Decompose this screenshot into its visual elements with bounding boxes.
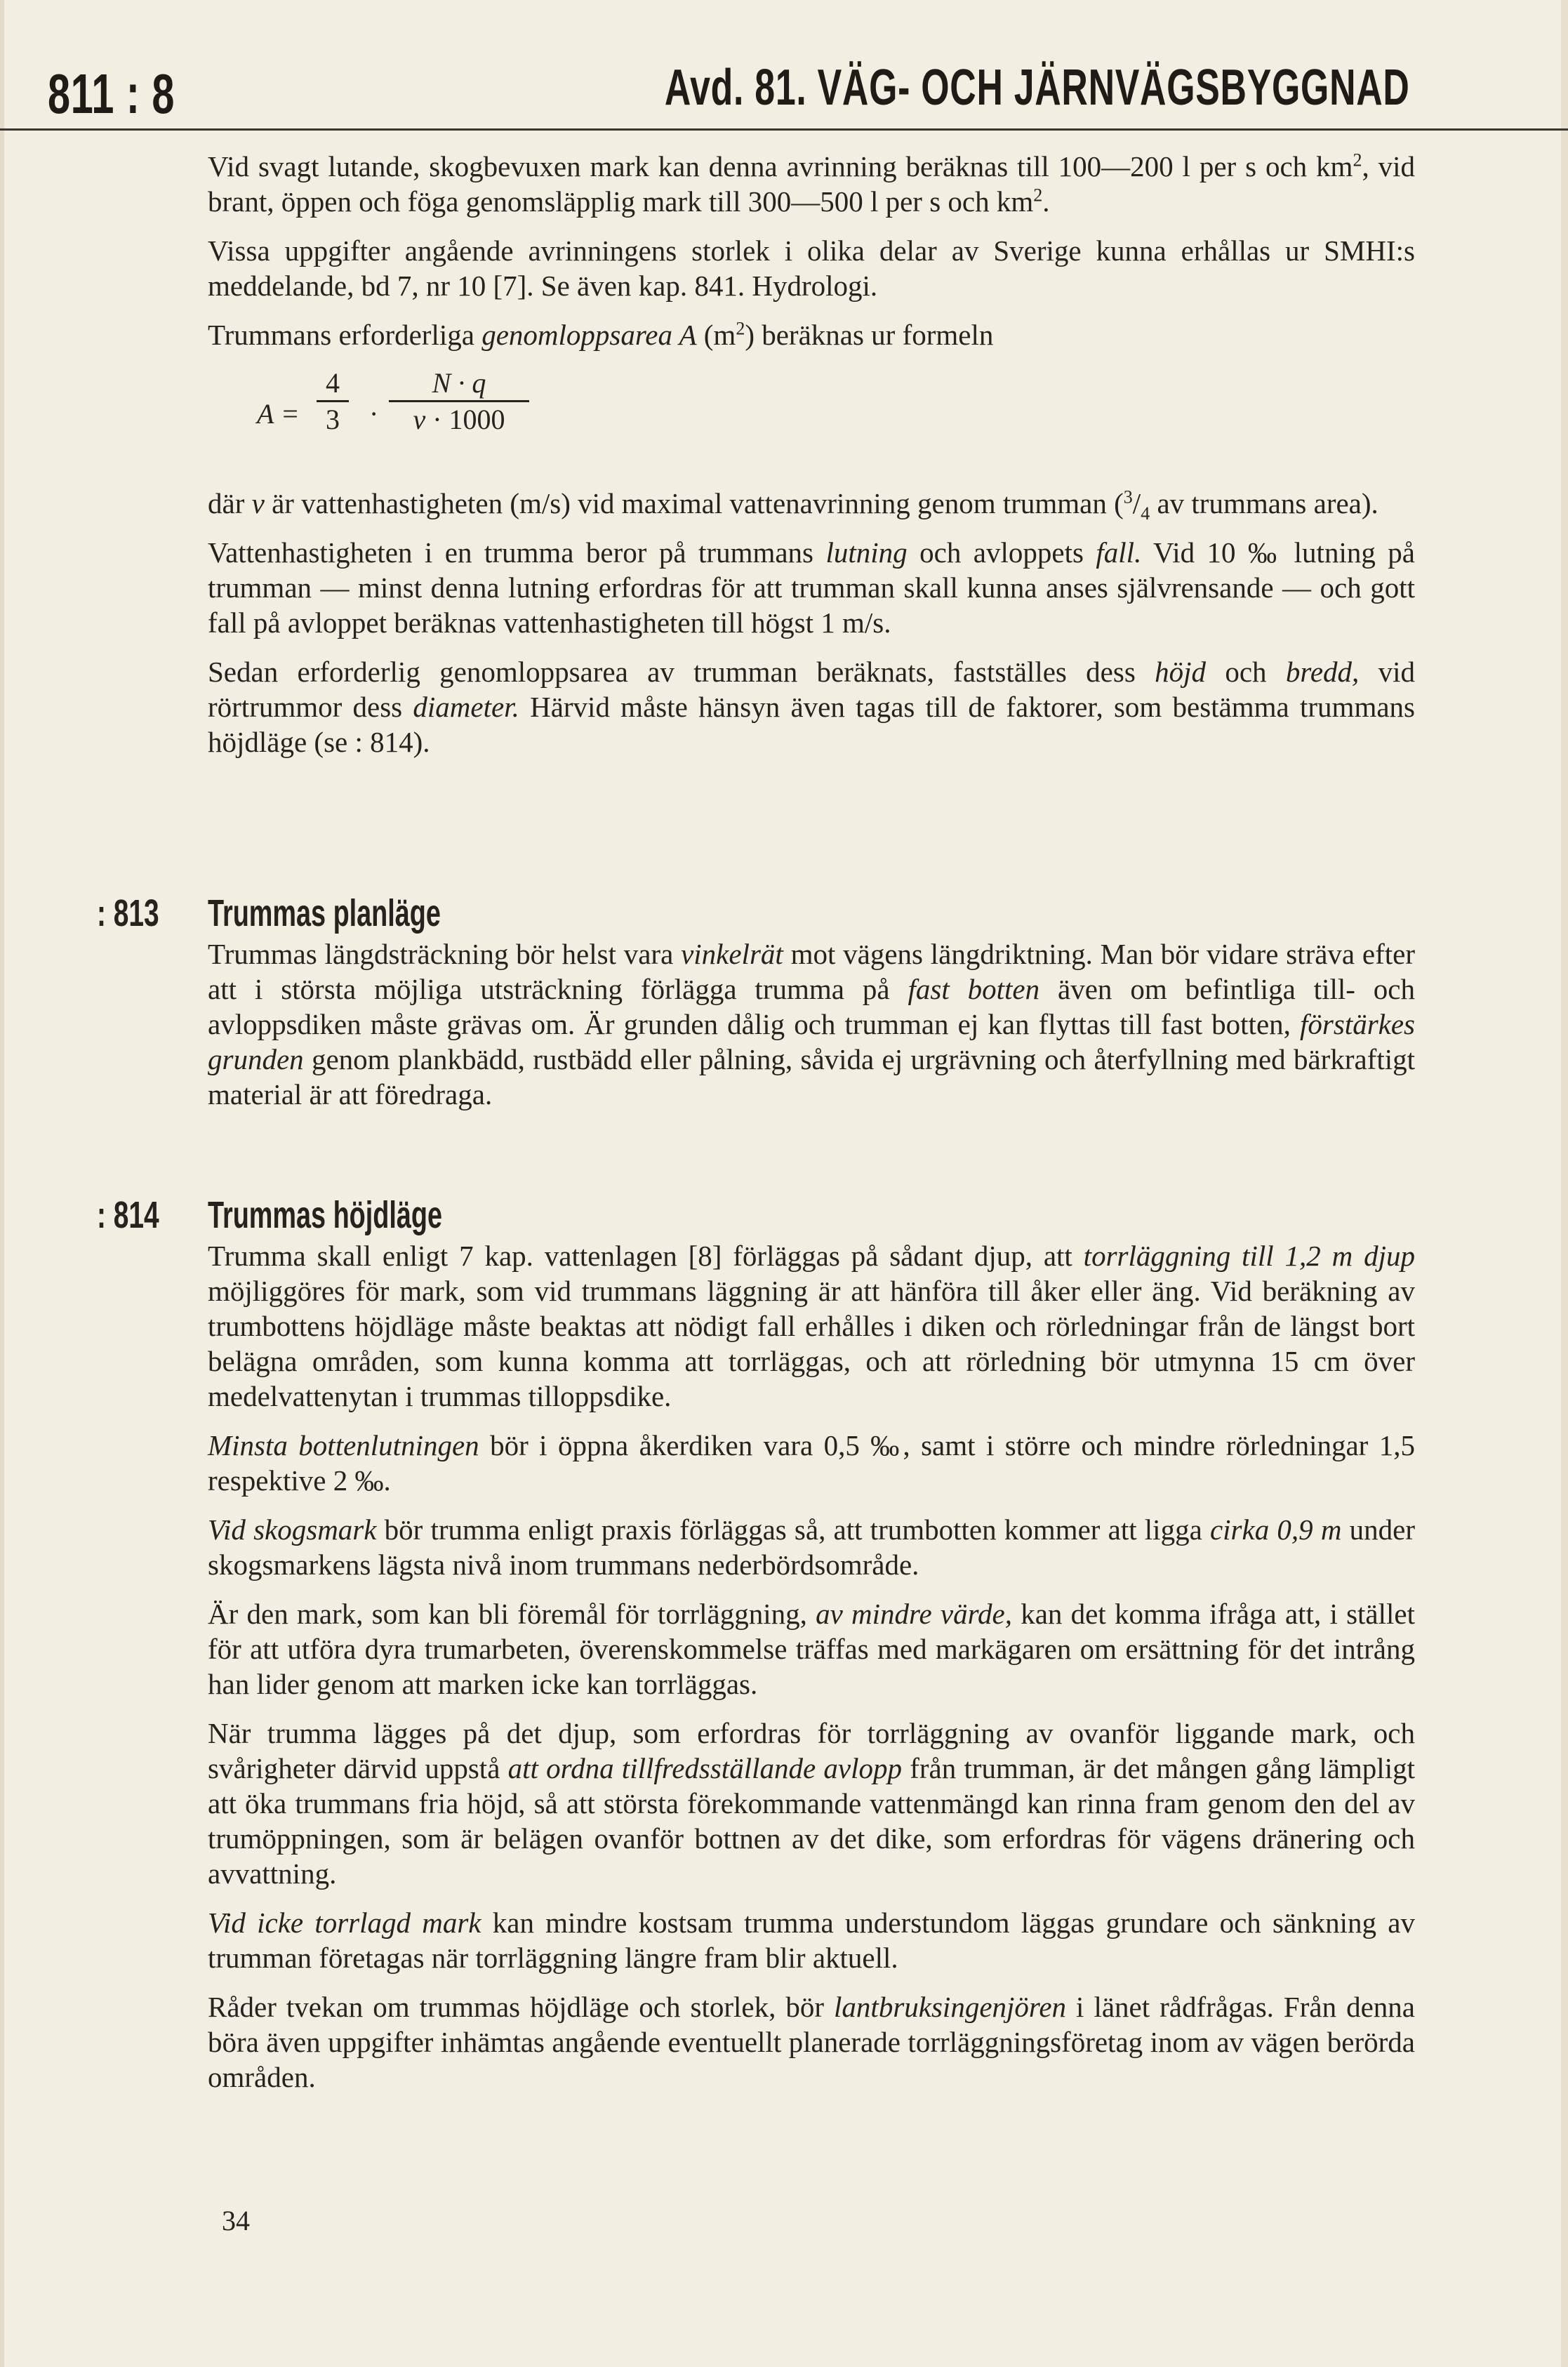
- paragraph-min-slope: Minsta bottenlutningen bör i öppna åkerdiken vara 0,5 ‰, samt i större och mindre rörledningar 1,5 respektive 2 ‰.: [208, 1429, 1416, 1497]
- paragraph-velocity: Vattenhastigheten i en trumma beror på trummans lutning och avloppets fall. Vid 10 ‰ lutning på trumman — minst denna lutning erfordras för att trumman skall kunna anses självrensande — och gott fall på avloppet beräknas vattenhastigheten till högst 1 m/s.: [208, 536, 1415, 639]
- formula-fraction-4-3: $\frac{4}{3}$: [317, 366, 349, 437]
- formula-lhs: A =: [257, 398, 300, 430]
- section-heading: Trummas höjdläge: [208, 1194, 442, 1236]
- area-formula: [208, 366, 1415, 472]
- section-number: : 814: [97, 1194, 159, 1236]
- paragraph-smhi: Vissa uppgifter angående avrinningens storlek i olika delar av Sverige kunna erhållas ur SMHI:s meddelande, bd 7, nr 10 [7]. Se även kap. 841. Hydrologi.: [208, 234, 1415, 302]
- paragraph-drainage-depth: Trumma skall enligt 7 kap. vattenlagen [8] förläggas på sådant djup, att torrläggning till 1,2 m djup möjliggöres för mark, som vid trummans läggning är att hänföra till åker eller äng. Vid beräkning av trumbottens höjdläge måste beaktas att nödigt fall erhålles i diken och rörledningar från de längst bort belägna områden, som kunna komma att torrläggas, och att rörledning bör utmynna 15 cm över medelvattenytan i trummas tilloppsdike.: [208, 1240, 1416, 1412]
- header-rule: [0, 128, 1568, 131]
- page-code: 811 : 8: [48, 62, 175, 125]
- page-header: [0, 0, 1568, 147]
- formula-fraction-nq: $\frac{N \cdot q}{v \cdot 1000}$: [389, 366, 529, 437]
- paragraph-undrained-land: Vid icke torrlagd mark kan mindre kostsam trumma understundom läggas grundare och sänkning av trumman företagas när torrläggning längre fram blir aktuell.: [208, 1907, 1415, 1974]
- formula-dot: ·: [369, 398, 379, 430]
- paragraph-low-value-land: Är den mark, som kan bli föremål för torrläggning, av mindre värde, kan det komma ifråga att, i stället för att utföra dyra trumarbeten, överenskommelse träffas med markägaren om ersättning för det intrång han lider genom att marken icke kan torrläggas.: [208, 1598, 1415, 1700]
- paragraph-dimensions: Sedan erforderlig genomloppsarea av trumman beräknats, fastställes dess höjd och bredd, vid rörtrummor dess diameter. Härvid måste hänsyn även tagas till de faktorer, som bestämma trummans höjdläge (se : 814).: [208, 656, 1415, 758]
- section-number: : 813: [97, 892, 159, 934]
- paragraph-outlet: När trumma lägges på det djup, som erfordras för torrläggning av ovanför liggande mark, och svårigheter därvid uppstå att ordna tillfredsställande avlopp från trumman, är det mången gång lämpligt att öka trummans fria höjd, så att största förekommande vattenmängd kan rinna fram genom den del av trumöppningen, som är belägen ovanför bottnen av det dike, som erfordras för vägens dränering och avvattning.: [208, 1717, 1415, 1890]
- superscript-2: 2: [1033, 185, 1043, 206]
- paragraph-area-formula-intro: Trummans erforderliga genomloppsarea A $(m^2)$ beräknas ur formeln: [208, 318, 994, 351]
- paragraph-runoff: Vid svagt lutande, skogbevuxen mark kan denna avrinning beräknas till 100—200 l per s och $km^2$, vid brant, öppen och föga genomsläpplig mark till 300—500 l per s och $km^2$.: [208, 150, 1415, 218]
- paragraph-velocity-def: där v är vattenhastigheten (m/s) vid maximal vattenavrinning genom trumman ($^3/_4$ av trummans area).: [208, 486, 1378, 524]
- section-body: [208, 1238, 1415, 2109]
- paragraph-plan: Trummas längdsträckning bör helst vara vinkelrät mot vägens längdriktning. Man bör vidare sträva efter att i största möjliga utsträckning förlägga trumma på fast botten även om befintliga till- och avloppsdiken måste grävas om. Är grunden dålig och trumman ej kan flyttas till fast botten, förstärkes grunden genom plankbädd, rustbädd eller pålning, såvida ej urgrävning och återfyllning med bärkraftigt material är att föredraga.: [208, 938, 1416, 1110]
- paragraph-consultation: Råder tvekan om trummas höjdläge och storlek, bör lantbruksingenjören i länet rådfrågas. Från denna böra även uppgifter inhämtas angående eventuellt planerade torrläggningsföretag inom av vägen berörda områden.: [208, 1991, 1415, 2093]
- page-number: 34: [222, 2205, 250, 2236]
- section-body: [208, 936, 1415, 1126]
- running-section-title: Avd. 81. VÄG- OCH JÄRNVÄGSBYGGNAD: [665, 60, 1410, 116]
- section-heading: Trummas planläge: [208, 892, 441, 934]
- paragraph-forest-land: Vid skogsmark bör trumma enligt praxis förläggas så, att trumbotten kommer att ligga cirka 0,9 m under skogsmarkens lägsta nivå inom trummans nederbördsområde.: [208, 1513, 1416, 1581]
- intro-text: [208, 149, 1415, 774]
